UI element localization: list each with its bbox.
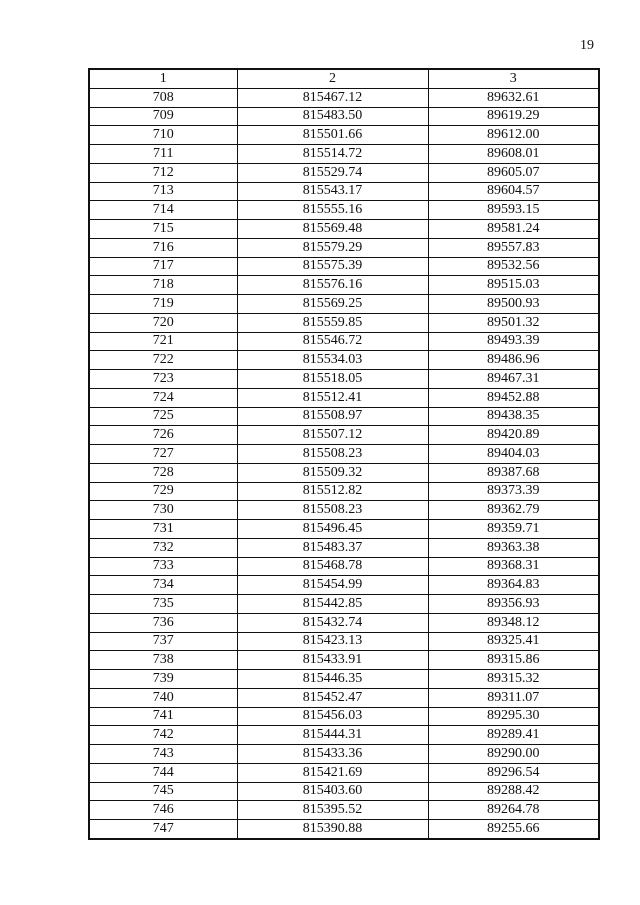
table-cell-col-3: 89311.07	[428, 688, 599, 707]
table-cell-col-2: 815555.16	[237, 201, 428, 220]
table-cell-col-1: 747	[89, 820, 237, 839]
header-cell-1: 1	[89, 69, 237, 88]
table-cell-col-2: 815421.69	[237, 763, 428, 782]
table-cell-col-1: 741	[89, 707, 237, 726]
table-cell-col-1: 722	[89, 351, 237, 370]
table-row	[89, 707, 599, 726]
table-row	[89, 445, 599, 464]
header-cell-2: 2	[237, 69, 428, 88]
table-body	[89, 88, 599, 839]
table-cell-col-2: 815512.41	[237, 388, 428, 407]
coordinates-table	[88, 68, 600, 840]
table-row	[89, 688, 599, 707]
table-row	[89, 520, 599, 539]
table-cell-col-3: 89359.71	[428, 520, 599, 539]
table-cell-col-1: 732	[89, 538, 237, 557]
table-cell-col-2: 815496.45	[237, 520, 428, 539]
table-cell-col-3: 89296.54	[428, 763, 599, 782]
table-cell-col-2: 815442.85	[237, 595, 428, 614]
table-header	[89, 69, 599, 88]
table-row	[89, 107, 599, 126]
table-cell-col-3: 89604.57	[428, 182, 599, 201]
table-cell-col-3: 89387.68	[428, 463, 599, 482]
table-cell-col-3: 89452.88	[428, 388, 599, 407]
table-cell-col-3: 89404.03	[428, 445, 599, 464]
table-cell-col-2: 815534.03	[237, 351, 428, 370]
table-row	[89, 745, 599, 764]
table-row	[89, 276, 599, 295]
table-cell-col-3: 89619.29	[428, 107, 599, 126]
table-cell-col-3: 89368.31	[428, 557, 599, 576]
table-cell-col-2: 815446.35	[237, 670, 428, 689]
table-row	[89, 501, 599, 520]
table-cell-col-2: 815569.25	[237, 295, 428, 314]
table-cell-col-1: 720	[89, 313, 237, 332]
table-cell-col-1: 723	[89, 370, 237, 389]
table-row	[89, 482, 599, 501]
table-cell-col-1: 708	[89, 88, 237, 107]
table-cell-col-2: 815390.88	[237, 820, 428, 839]
table-cell-col-3: 89632.61	[428, 88, 599, 107]
table-cell-col-3: 89255.66	[428, 820, 599, 839]
table-cell-col-2: 815579.29	[237, 238, 428, 257]
table-cell-col-3: 89581.24	[428, 220, 599, 239]
table-cell-col-2: 815546.72	[237, 332, 428, 351]
table-cell-col-3: 89363.38	[428, 538, 599, 557]
table-cell-col-2: 815433.36	[237, 745, 428, 764]
table-cell-col-1: 715	[89, 220, 237, 239]
table-cell-col-2: 815507.12	[237, 426, 428, 445]
table-cell-col-3: 89325.41	[428, 632, 599, 651]
table-row	[89, 313, 599, 332]
table-row	[89, 295, 599, 314]
table-row	[89, 632, 599, 651]
table-row	[89, 613, 599, 632]
table-cell-col-1: 739	[89, 670, 237, 689]
table-cell-col-2: 815508.23	[237, 501, 428, 520]
table-cell-col-3: 89500.93	[428, 295, 599, 314]
table-cell-col-2: 815529.74	[237, 163, 428, 182]
table-row	[89, 351, 599, 370]
table-cell-col-3: 89557.83	[428, 238, 599, 257]
table-row	[89, 463, 599, 482]
table-cell-col-1: 710	[89, 126, 237, 145]
table-cell-col-2: 815514.72	[237, 145, 428, 164]
table-row	[89, 651, 599, 670]
table-cell-col-1: 744	[89, 763, 237, 782]
table-cell-col-3: 89290.00	[428, 745, 599, 764]
table-cell-col-1: 743	[89, 745, 237, 764]
table-cell-col-2: 815456.03	[237, 707, 428, 726]
table-cell-col-1: 740	[89, 688, 237, 707]
table-row	[89, 595, 599, 614]
table-row	[89, 220, 599, 239]
table-cell-col-2: 815403.60	[237, 782, 428, 801]
table-row	[89, 257, 599, 276]
table-cell-col-1: 726	[89, 426, 237, 445]
table-cell-col-2: 815509.32	[237, 463, 428, 482]
table-row	[89, 820, 599, 839]
table-cell-col-3: 89612.00	[428, 126, 599, 145]
table-cell-col-1: 712	[89, 163, 237, 182]
table-row	[89, 407, 599, 426]
table-cell-col-1: 729	[89, 482, 237, 501]
table-cell-col-2: 815395.52	[237, 801, 428, 820]
table-cell-col-3: 89467.31	[428, 370, 599, 389]
table-row	[89, 782, 599, 801]
table-cell-col-3: 89315.32	[428, 670, 599, 689]
table-cell-col-3: 89486.96	[428, 351, 599, 370]
table-cell-col-2: 815467.12	[237, 88, 428, 107]
table-cell-col-1: 731	[89, 520, 237, 539]
header-cell-3: 3	[428, 69, 599, 88]
table-cell-col-3: 89608.01	[428, 145, 599, 164]
table-row	[89, 557, 599, 576]
table-cell-col-2: 815423.13	[237, 632, 428, 651]
table-cell-col-1: 716	[89, 238, 237, 257]
table-cell-col-3: 89420.89	[428, 426, 599, 445]
table-cell-col-1: 742	[89, 726, 237, 745]
table-cell-col-1: 730	[89, 501, 237, 520]
table-row	[89, 370, 599, 389]
table-cell-col-1: 709	[89, 107, 237, 126]
table-cell-col-1: 728	[89, 463, 237, 482]
table-cell-col-2: 815454.99	[237, 576, 428, 595]
table-cell-col-1: 718	[89, 276, 237, 295]
table-cell-col-3: 89501.32	[428, 313, 599, 332]
table-row	[89, 88, 599, 107]
table-row	[89, 538, 599, 557]
table-cell-col-3: 89605.07	[428, 163, 599, 182]
table-row	[89, 332, 599, 351]
table-cell-col-3: 89356.93	[428, 595, 599, 614]
table-row	[89, 238, 599, 257]
table-cell-col-1: 714	[89, 201, 237, 220]
table-cell-col-2: 815483.50	[237, 107, 428, 126]
table-cell-col-1: 745	[89, 782, 237, 801]
table-cell-col-1: 711	[89, 145, 237, 164]
table-row	[89, 145, 599, 164]
table-cell-col-1: 738	[89, 651, 237, 670]
table-cell-col-1: 746	[89, 801, 237, 820]
table-cell-col-2: 815483.37	[237, 538, 428, 557]
table-cell-col-3: 89515.03	[428, 276, 599, 295]
table-cell-col-2: 815468.78	[237, 557, 428, 576]
table-row	[89, 576, 599, 595]
table-cell-col-3: 89438.35	[428, 407, 599, 426]
table-row	[89, 163, 599, 182]
table-row	[89, 126, 599, 145]
table-cell-col-2: 815569.48	[237, 220, 428, 239]
table-row	[89, 801, 599, 820]
header-row	[89, 69, 599, 88]
table-cell-col-1: 724	[89, 388, 237, 407]
table-row	[89, 763, 599, 782]
table-cell-col-2: 815501.66	[237, 126, 428, 145]
table-cell-col-1: 721	[89, 332, 237, 351]
table-cell-col-2: 815444.31	[237, 726, 428, 745]
table-cell-col-2: 815432.74	[237, 613, 428, 632]
table-cell-col-3: 89593.15	[428, 201, 599, 220]
table-row	[89, 726, 599, 745]
table-cell-col-3: 89348.12	[428, 613, 599, 632]
table-cell-col-1: 733	[89, 557, 237, 576]
table-cell-col-3: 89295.30	[428, 707, 599, 726]
table-cell-col-1: 736	[89, 613, 237, 632]
table-cell-col-3: 89493.39	[428, 332, 599, 351]
table-cell-col-1: 737	[89, 632, 237, 651]
table-cell-col-3: 89364.83	[428, 576, 599, 595]
table-row	[89, 388, 599, 407]
table-cell-col-3: 89362.79	[428, 501, 599, 520]
table-cell-col-3: 89373.39	[428, 482, 599, 501]
table-cell-col-1: 717	[89, 257, 237, 276]
table-cell-col-1: 725	[89, 407, 237, 426]
table-cell-col-1: 713	[89, 182, 237, 201]
table-cell-col-2: 815508.23	[237, 445, 428, 464]
table-row	[89, 182, 599, 201]
table-cell-col-3: 89315.86	[428, 651, 599, 670]
table-cell-col-3: 89288.42	[428, 782, 599, 801]
table-cell-col-2: 815508.97	[237, 407, 428, 426]
table-cell-col-3: 89532.56	[428, 257, 599, 276]
table-cell-col-2: 815576.16	[237, 276, 428, 295]
table-cell-col-1: 727	[89, 445, 237, 464]
table-cell-col-2: 815543.17	[237, 182, 428, 201]
table-cell-col-2: 815452.47	[237, 688, 428, 707]
table-cell-col-1: 719	[89, 295, 237, 314]
table-cell-col-3: 89289.41	[428, 726, 599, 745]
table-cell-col-2: 815575.39	[237, 257, 428, 276]
table-cell-col-1: 734	[89, 576, 237, 595]
page-number: 19	[580, 38, 594, 53]
table-cell-col-2: 815559.85	[237, 313, 428, 332]
table-cell-col-2: 815512.82	[237, 482, 428, 501]
table-cell-col-3: 89264.78	[428, 801, 599, 820]
table-cell-col-2: 815433.91	[237, 651, 428, 670]
table-row	[89, 426, 599, 445]
table-cell-col-2: 815518.05	[237, 370, 428, 389]
table-row	[89, 201, 599, 220]
table-cell-col-1: 735	[89, 595, 237, 614]
table-row	[89, 670, 599, 689]
